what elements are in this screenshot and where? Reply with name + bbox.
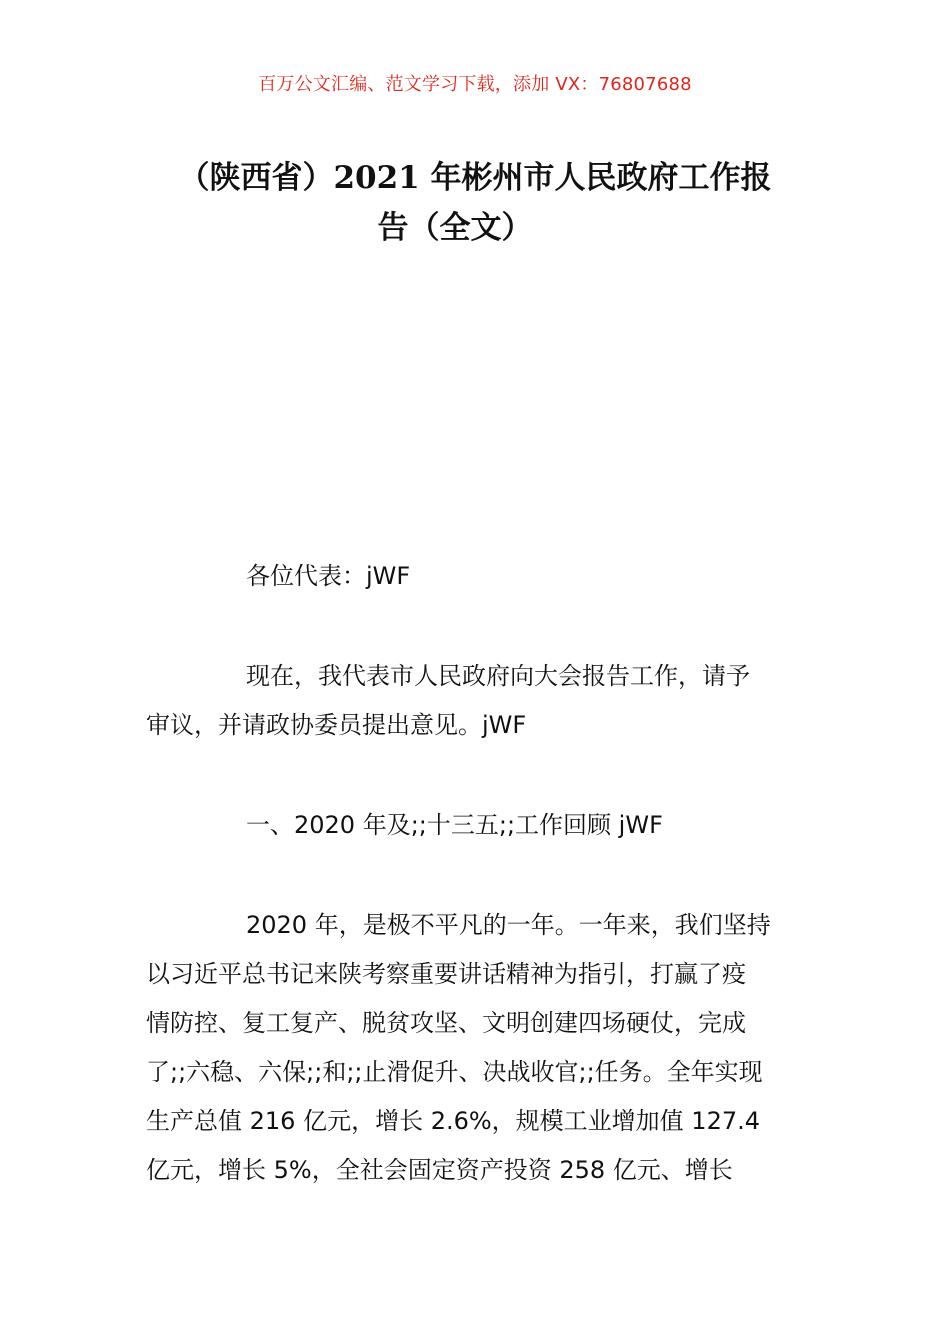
intro-line-1: 现在，我代表市人民政府向大会报告工作，请予 <box>246 662 750 690</box>
header-contact-note: 百万公文汇编、范文学习下载，添加 VX：76807688 <box>258 74 692 95</box>
section-heading-text: 一、2020 年及;;十三五;;工作回顾 jWF <box>246 811 663 839</box>
review-line-3: 情防控、复工复产、脱贫攻坚、文明创建四场硬仗，完成 <box>146 1009 746 1037</box>
document-title-line-1: （陕西省）2021 年彬州市人民政府工作报 <box>178 160 772 196</box>
intro-line-2: 审议，并请政协委员提出意见。jWF <box>146 711 527 739</box>
greeting-text: 各位代表：jWF <box>246 562 411 590</box>
review-line-2: 以习近平总书记来陕考察重要讲话精神为指引，打赢了疫 <box>146 960 746 988</box>
review-line-1: 2020 年，是极不平凡的一年。一年来，我们坚持 <box>246 911 771 939</box>
review-paragraph <box>146 901 808 1195</box>
intro-paragraph <box>146 652 808 750</box>
review-line-6: 亿元，增长 5%，全社会固定资产投资 258 亿元、增长 <box>146 1156 733 1184</box>
review-line-4: 了;;六稳、六保;;和;;止滑促升、决战收官;;任务。全年实现 <box>146 1058 763 1086</box>
review-line-5: 生产总值 216 亿元，增长 2.6%，规模工业增加值 127.4 <box>146 1107 761 1135</box>
greeting-paragraph <box>146 552 808 601</box>
document-title-line-2: 告（全文） <box>377 210 533 246</box>
section-heading <box>146 801 808 850</box>
